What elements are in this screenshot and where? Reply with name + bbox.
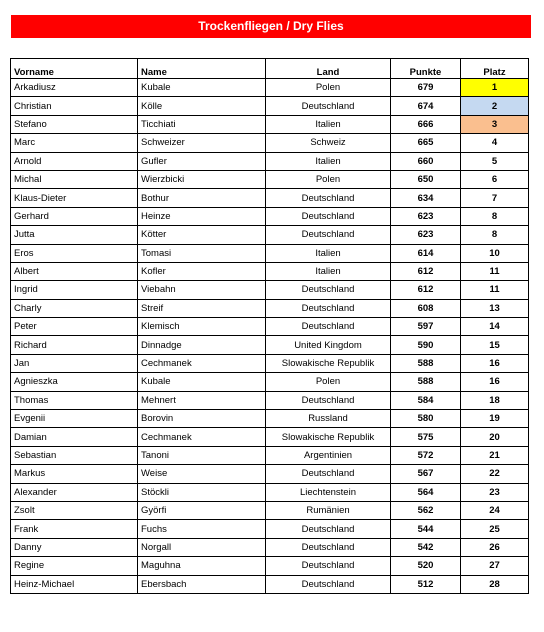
rank-cell: 5 [461, 152, 529, 170]
country-cell: Deutschland [266, 465, 391, 483]
rank-cell: 13 [461, 299, 529, 317]
country-cell: Deutschland [266, 391, 391, 409]
country-cell: Polen [266, 170, 391, 188]
rank-cell: 21 [461, 446, 529, 464]
first-name-cell: Agnieszka [11, 373, 138, 391]
points-cell: 665 [391, 134, 461, 152]
country-cell: Deutschland [266, 207, 391, 225]
rank-cell: 16 [461, 354, 529, 372]
table-row [11, 207, 529, 225]
last-name-cell: Norgall [138, 538, 266, 556]
rank-cell: 26 [461, 538, 529, 556]
last-name-cell: Tomasi [138, 244, 266, 262]
header-rank: Platz [461, 59, 529, 79]
last-name-cell: Schweizer [138, 134, 266, 152]
first-name-cell: Eros [11, 244, 138, 262]
table-row [11, 446, 529, 464]
rank-cell: 25 [461, 520, 529, 538]
table-row [11, 483, 529, 501]
last-name-cell: Dinnadge [138, 336, 266, 354]
last-name-cell: Bothur [138, 189, 266, 207]
country-cell: Deutschland [266, 575, 391, 593]
points-cell: 679 [391, 79, 461, 97]
table-row [11, 97, 529, 115]
first-name-cell: Richard [11, 336, 138, 354]
country-cell: Schweiz [266, 134, 391, 152]
country-cell: Rumänien [266, 501, 391, 519]
first-name-cell: Regine [11, 557, 138, 575]
first-name-cell: Evgenii [11, 410, 138, 428]
first-name-cell: Michal [11, 170, 138, 188]
last-name-cell: Viebahn [138, 281, 266, 299]
rank-cell: 27 [461, 557, 529, 575]
rank-cell: 2 [461, 97, 529, 115]
table-row [11, 262, 529, 280]
first-name-cell: Thomas [11, 391, 138, 409]
last-name-cell: Klemisch [138, 318, 266, 336]
points-cell: 588 [391, 373, 461, 391]
points-cell: 623 [391, 207, 461, 225]
table-row [11, 189, 529, 207]
country-cell: Liechtenstein [266, 483, 391, 501]
first-name-cell: Damian [11, 428, 138, 446]
first-name-cell: Heinz-Michael [11, 575, 138, 593]
first-name-cell: Frank [11, 520, 138, 538]
first-name-cell: Ingrid [11, 281, 138, 299]
points-cell: 575 [391, 428, 461, 446]
rank-cell: 3 [461, 115, 529, 133]
points-cell: 623 [391, 226, 461, 244]
rank-cell: 23 [461, 483, 529, 501]
last-name-cell: Weise [138, 465, 266, 483]
points-cell: 544 [391, 520, 461, 538]
points-cell: 634 [391, 189, 461, 207]
points-cell: 674 [391, 97, 461, 115]
first-name-cell: Peter [11, 318, 138, 336]
table-row [11, 244, 529, 262]
last-name-cell: Ticchiati [138, 115, 266, 133]
country-cell: Deutschland [266, 97, 391, 115]
country-cell: Deutschland [266, 189, 391, 207]
first-name-cell: Marc [11, 134, 138, 152]
country-cell: Italien [266, 152, 391, 170]
results-table [10, 58, 529, 594]
table-row [11, 318, 529, 336]
table-row [11, 538, 529, 556]
rank-cell: 14 [461, 318, 529, 336]
country-cell: Italien [266, 244, 391, 262]
table-body [11, 79, 529, 594]
first-name-cell: Albert [11, 262, 138, 280]
table-row [11, 373, 529, 391]
last-name-cell: Streif [138, 299, 266, 317]
table-row [11, 281, 529, 299]
rank-cell: 11 [461, 281, 529, 299]
first-name-cell: Zsolt [11, 501, 138, 519]
last-name-cell: Kubale [138, 373, 266, 391]
points-cell: 666 [391, 115, 461, 133]
table-row [11, 354, 529, 372]
table-row [11, 391, 529, 409]
first-name-cell: Gerhard [11, 207, 138, 225]
last-name-cell: Heinze [138, 207, 266, 225]
country-cell: Italien [266, 115, 391, 133]
table-row [11, 336, 529, 354]
first-name-cell: Stefano [11, 115, 138, 133]
last-name-cell: Kubale [138, 79, 266, 97]
rank-cell: 8 [461, 226, 529, 244]
points-cell: 564 [391, 483, 461, 501]
country-cell: Slowakische Republik [266, 354, 391, 372]
points-cell: 612 [391, 281, 461, 299]
last-name-cell: Mehnert [138, 391, 266, 409]
last-name-cell: Kofler [138, 262, 266, 280]
last-name-cell: Cechmanek [138, 428, 266, 446]
rank-cell: 20 [461, 428, 529, 446]
points-cell: 520 [391, 557, 461, 575]
header-row [11, 59, 529, 79]
points-cell: 562 [391, 501, 461, 519]
table-row [11, 152, 529, 170]
title-banner: Trockenfliegen / Dry Flies [11, 15, 531, 38]
country-cell: Deutschland [266, 520, 391, 538]
country-cell: Deutschland [266, 318, 391, 336]
table-row [11, 520, 529, 538]
rank-cell: 19 [461, 410, 529, 428]
points-cell: 590 [391, 336, 461, 354]
first-name-cell: Charly [11, 299, 138, 317]
points-cell: 567 [391, 465, 461, 483]
country-cell: United Kingdom [266, 336, 391, 354]
points-cell: 584 [391, 391, 461, 409]
rank-cell: 24 [461, 501, 529, 519]
country-cell: Argentinien [266, 446, 391, 464]
points-cell: 597 [391, 318, 461, 336]
points-cell: 572 [391, 446, 461, 464]
table-row [11, 79, 529, 97]
first-name-cell: Arnold [11, 152, 138, 170]
first-name-cell: Jan [11, 354, 138, 372]
points-cell: 542 [391, 538, 461, 556]
header-last-name: Name [138, 59, 266, 79]
header-points: Punkte [391, 59, 461, 79]
country-cell: Deutschland [266, 226, 391, 244]
last-name-cell: Fuchs [138, 520, 266, 538]
country-cell: Deutschland [266, 299, 391, 317]
last-name-cell: Maguhna [138, 557, 266, 575]
last-name-cell: Kölle [138, 97, 266, 115]
country-cell: Deutschland [266, 538, 391, 556]
first-name-cell: Markus [11, 465, 138, 483]
table-row [11, 410, 529, 428]
rank-cell: 4 [461, 134, 529, 152]
table-row [11, 226, 529, 244]
last-name-cell: Borovin [138, 410, 266, 428]
first-name-cell: Arkadiusz [11, 79, 138, 97]
country-cell: Russland [266, 410, 391, 428]
first-name-cell: Sebastian [11, 446, 138, 464]
points-cell: 580 [391, 410, 461, 428]
first-name-cell: Klaus-Dieter [11, 189, 138, 207]
last-name-cell: Wierzbicki [138, 170, 266, 188]
points-cell: 660 [391, 152, 461, 170]
rank-cell: 11 [461, 262, 529, 280]
first-name-cell: Christian [11, 97, 138, 115]
table-row [11, 428, 529, 446]
rank-cell: 8 [461, 207, 529, 225]
last-name-cell: Cechmanek [138, 354, 266, 372]
first-name-cell: Alexander [11, 483, 138, 501]
table-row [11, 465, 529, 483]
points-cell: 608 [391, 299, 461, 317]
last-name-cell: Tanoni [138, 446, 266, 464]
country-cell: Deutschland [266, 281, 391, 299]
table-row [11, 501, 529, 519]
last-name-cell: Ebersbach [138, 575, 266, 593]
first-name-cell: Danny [11, 538, 138, 556]
points-cell: 588 [391, 354, 461, 372]
table-row [11, 575, 529, 593]
country-cell: Deutschland [266, 557, 391, 575]
rank-cell: 15 [461, 336, 529, 354]
points-cell: 512 [391, 575, 461, 593]
points-cell: 650 [391, 170, 461, 188]
table-row [11, 299, 529, 317]
rank-cell: 28 [461, 575, 529, 593]
points-cell: 614 [391, 244, 461, 262]
last-name-cell: Györfi [138, 501, 266, 519]
last-name-cell: Kötter [138, 226, 266, 244]
rank-cell: 22 [461, 465, 529, 483]
table-row [11, 134, 529, 152]
rank-cell: 1 [461, 79, 529, 97]
country-cell: Polen [266, 79, 391, 97]
rank-cell: 18 [461, 391, 529, 409]
points-cell: 612 [391, 262, 461, 280]
header-first-name: Vorname [11, 59, 138, 79]
last-name-cell: Stöckli [138, 483, 266, 501]
rank-cell: 16 [461, 373, 529, 391]
country-cell: Polen [266, 373, 391, 391]
table-row [11, 557, 529, 575]
rank-cell: 6 [461, 170, 529, 188]
last-name-cell: Gufler [138, 152, 266, 170]
rank-cell: 10 [461, 244, 529, 262]
first-name-cell: Jutta [11, 226, 138, 244]
rank-cell: 7 [461, 189, 529, 207]
table-row [11, 170, 529, 188]
country-cell: Slowakische Republik [266, 428, 391, 446]
country-cell: Italien [266, 262, 391, 280]
header-country: Land [266, 59, 391, 79]
table-row [11, 115, 529, 133]
